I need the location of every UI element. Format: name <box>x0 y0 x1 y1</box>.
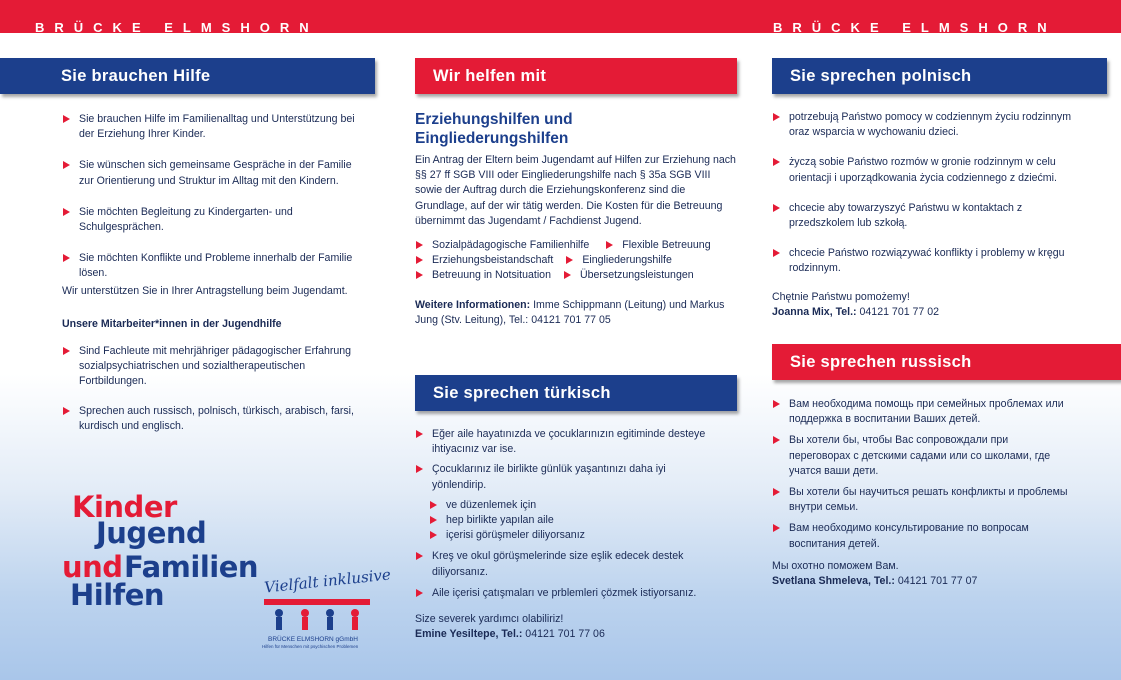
polish-list <box>772 110 1077 277</box>
list-item: Übersetzungsleistungen <box>563 268 694 283</box>
list-item: Sie möchten Begleitung zu Kindergarten- und Schulgesprächen. <box>62 205 362 235</box>
list-item: Sie brauchen Hilfe im Familienalltag und Unterstützung bei der Erziehung Ihrer Kinder. <box>62 112 362 142</box>
list-item: chcecie aby towarzyszyć Państwu w kontaktach z przedszkolem lub szkołą. <box>772 201 1077 231</box>
russian-list <box>772 397 1072 552</box>
info-text <box>415 298 725 328</box>
section-header-help: Sie brauchen Hilfe <box>0 58 375 94</box>
services-row <box>415 253 737 268</box>
list-item: hep birlikte yapılan aile <box>429 513 737 528</box>
list-item: chcecie Państwo rozwiązywać konflikty i problemy w kręgu rodzinnym. <box>772 246 1077 276</box>
list-item: życzą sobie Państwo rozmów w gronie rodzinnym w celu orientacji i uporządkowania życia codziennego z dziećmi. <box>772 155 1077 185</box>
services-list <box>415 238 737 284</box>
polish-closing: Chętnie Państwu pomożemy! <box>772 290 910 303</box>
info-contacts: Imme Schippmann (Leitung) und Markus Jung (Stv. Leitung), Tel.: 04121 701 77 05 <box>415 298 725 326</box>
list-item: Sie wünschen sich gemeinsame Gespräche in der Familie zur Orientierung und Struktur im Alltag mit den Kindern. <box>62 158 362 188</box>
section-header-polish: Sie sprechen polnisch <box>772 58 1107 94</box>
list-item: Betreuung in Notsituation <box>415 268 551 283</box>
list-item: Kreş ve okul görüşmelerinde size eşlik edecek destek diliyorsanız. <box>415 549 715 579</box>
list-item: Eingliederungshilfe <box>565 253 672 268</box>
list-item: Sozialpädagogische Familienhilfe <box>415 238 589 253</box>
logo-word-familien: Familien <box>124 550 259 584</box>
list-item: Çocuklarınız ile birlikte günlük yaşantınızı daha iyi yönlendirip. <box>415 462 715 492</box>
section-header-turkish: Sie sprechen türkisch <box>415 375 737 411</box>
logo-word-hilfen: Hilfen <box>70 578 165 612</box>
staff-list <box>62 344 362 434</box>
list-item: içerisi görüşmeler diliyorsanız <box>429 528 737 543</box>
logo-word-und: und <box>62 550 123 584</box>
column-wir-helfen <box>415 58 737 328</box>
brand-left: BRÜCKE ELMSHORN <box>35 20 319 35</box>
body-text: Ein Antrag der Eltern beim Jugendamt auf Hilfen zur Erziehung nach §§ 27 ff SGB VIII oder Eingliederungshilfe nach § 35a SGB VIII sowie der Auftrag durch die Erziehungskonferenz sind die Grundlage, auf der wir tätig werden. Die Kosten für die Betreuung übernimmt das Jugendamt / Fachdienst Jugend. <box>415 154 736 227</box>
russian-closing: Мы охотно поможем Вам. <box>772 559 899 572</box>
info-label: Weitere Informationen: <box>415 298 531 311</box>
contact-name: Joanna Mix, Tel.: <box>772 305 857 318</box>
services-row <box>415 238 737 253</box>
section-turkish <box>415 375 737 642</box>
contact-phone: 04121 701 77 06 <box>522 628 605 641</box>
section-russian <box>772 344 1121 589</box>
contact-phone: 04121 701 77 07 <box>894 575 978 588</box>
polish-contact <box>772 305 1121 320</box>
logo-word-kinder: Kinder <box>72 490 177 524</box>
list-item: potrzebują Państwo pomocy w codziennym życiu rodzinnym oraz wsparcia w wychowaniu dzieci. <box>772 110 1077 140</box>
staff-heading: Unsere Mitarbeiter*innen in der Jugendhilfe <box>62 317 282 330</box>
contact-name: Emine Yesiltepe, Tel.: <box>415 628 523 641</box>
list-item: Sie möchten Konflikte und Probleme innerhalb der Familie lösen. <box>62 251 362 281</box>
tagline-vielfalt: Vielfalt inklusive <box>263 565 392 597</box>
section-header-russian: Sie sprechen russisch <box>772 344 1121 380</box>
list-item: Sprechen auch russisch, polnisch, türkisch, arabisch, farsi, kurdisch und englisch. <box>62 404 362 434</box>
turkish-closing: Size severek yardımcı olabiliriz! <box>415 613 564 626</box>
brand-right: BRÜCKE ELMSHORN <box>773 20 1057 35</box>
list-item: Flexible Betreuung <box>605 238 710 253</box>
column-help <box>0 58 375 434</box>
turkish-list-2 <box>415 549 715 601</box>
turkish-contact <box>415 627 737 642</box>
section-title: Erziehungshilfen und Eingliederungshilfen <box>415 111 573 147</box>
logo-org-name: BRÜCKE ELMSHORN gGmbH <box>268 636 358 643</box>
support-text: Wir unterstützen Sie in Ihrer Antragstellung beim Jugendamt. <box>62 284 348 297</box>
logo-org-sub: Hilfen für Menschen mit psychischen Problemen <box>262 644 359 649</box>
logo-word-jugend: Jugend <box>96 516 207 550</box>
column-polish <box>772 58 1121 320</box>
list-item: Eğer aile hayatınızda ve çocuklarınızın egitiminde desteye ihtiyacınız var ise. <box>415 427 715 457</box>
list-item: Вы хотели бы научиться решать конфликты и проблемы внутри семьи. <box>772 485 1072 515</box>
list-item: Вам необходимо консультирование по вопросам воспитания детей. <box>772 521 1072 551</box>
list-item: ve düzenlemek için <box>429 498 737 513</box>
list-item: Вы хотели бы, чтобы Вас сопровождали при переговорах с детскими садами или со школами, где учатся ваши дети. <box>772 433 1072 479</box>
contact-phone: 04121 701 77 02 <box>856 305 940 318</box>
turkish-sublist <box>429 498 737 544</box>
contact-name: Svetlana Shmeleva, Tel.: <box>772 575 895 588</box>
list-item: Erziehungsbeistandschaft <box>415 253 553 268</box>
russian-contact <box>772 574 1121 589</box>
section-header-wir-helfen: Wir helfen mit <box>415 58 737 94</box>
list-item: Вам необходима помощь при семейных проблемах или поддержка в воспитании Ваших детей. <box>772 397 1072 427</box>
bruecke-logo-icon <box>262 596 372 632</box>
turkish-list <box>415 427 715 493</box>
list-item: Aile içerisi çatışmaları ve prblemleri çözmek istiyorsanız. <box>415 586 715 601</box>
list-item: Sind Fachleute mit mehrjähriger pädagogischer Erfahrung sozialpsychiatrischen und sozialtherapeutischen Fortbildungen. <box>62 344 362 390</box>
help-list <box>62 112 362 282</box>
services-row <box>415 268 737 283</box>
